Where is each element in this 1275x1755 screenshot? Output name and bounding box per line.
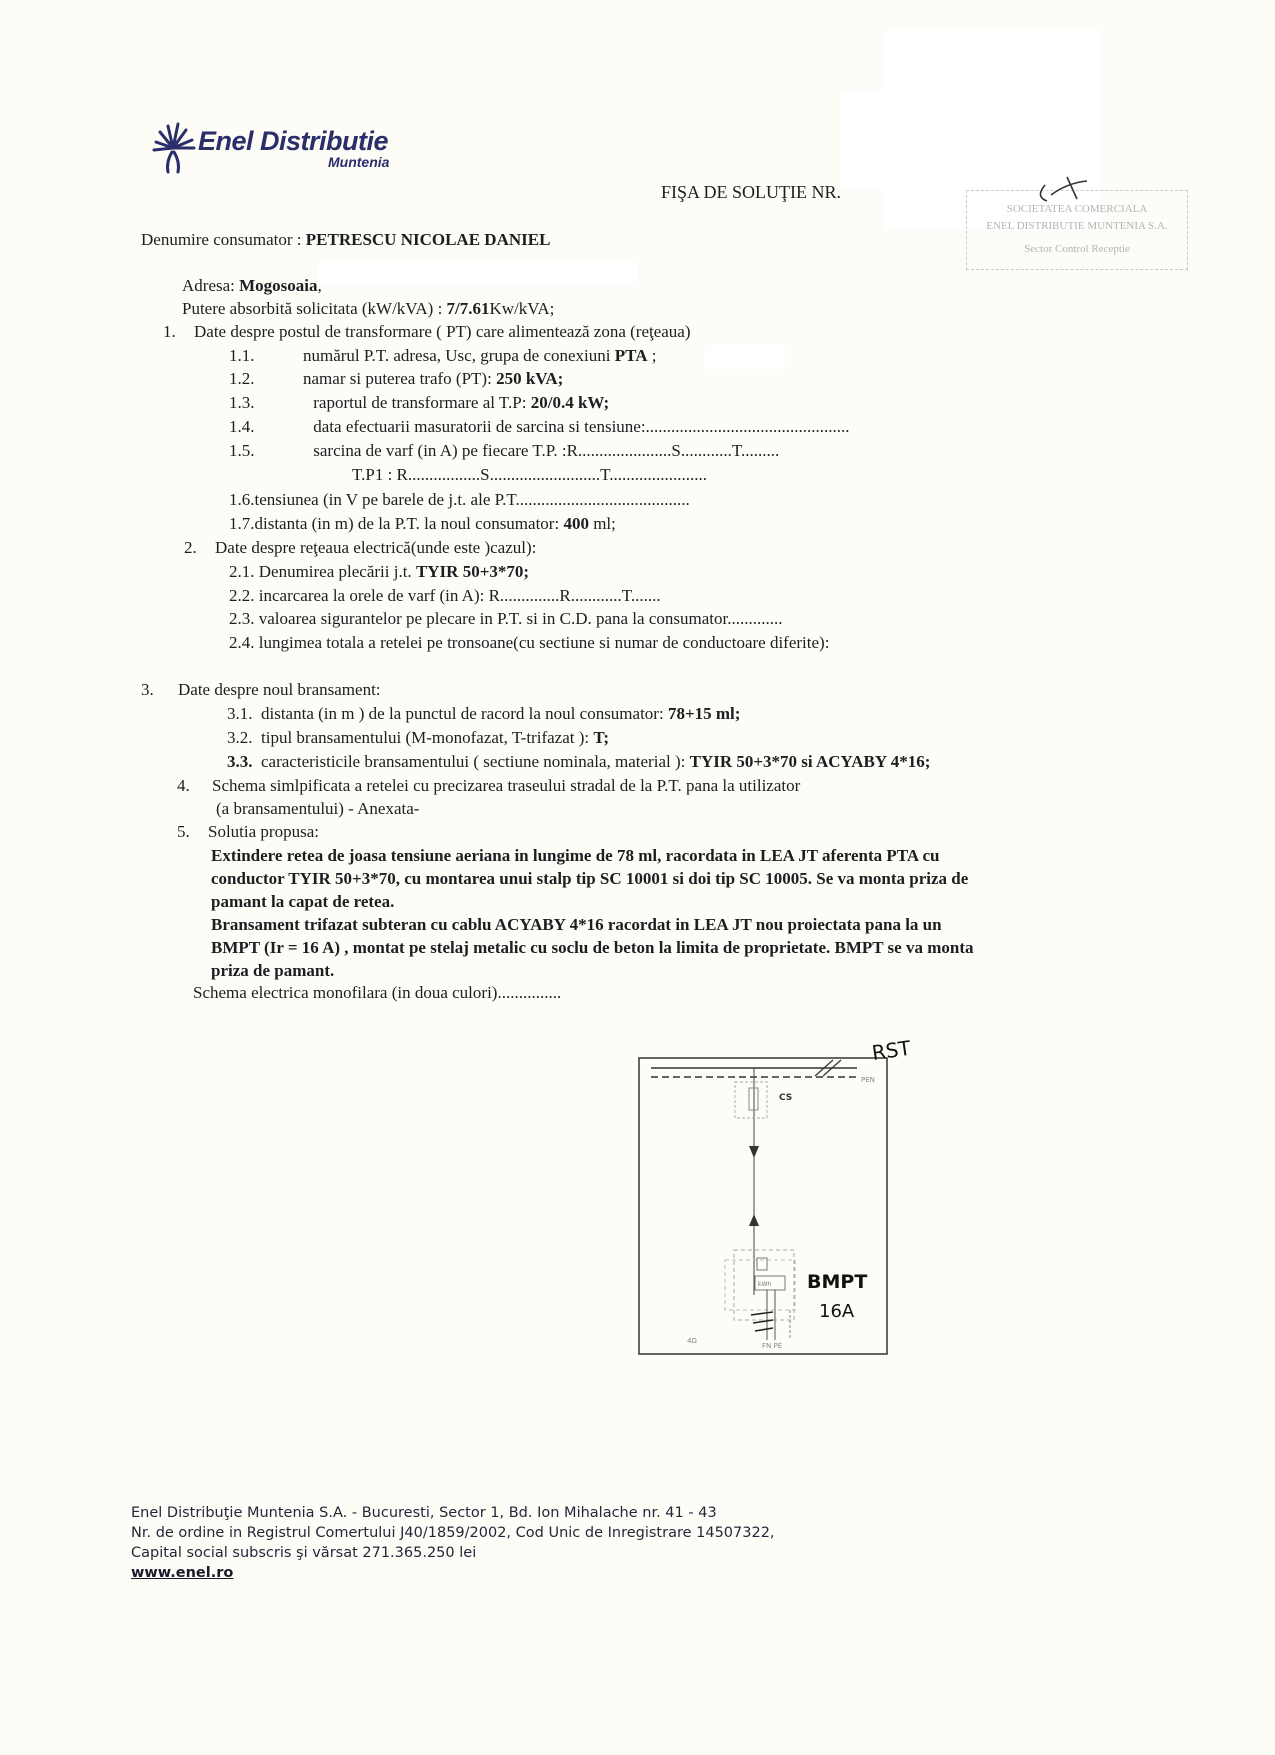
address-row (182, 276, 322, 296)
signature-icon (1027, 175, 1107, 205)
item-value: PTA (614, 346, 648, 365)
address-suffix: , (317, 276, 322, 295)
section-number: 4. (177, 776, 190, 795)
solution-line: Bransament trifazat subteran cu cablu ACYABY 4*16 racordat in LEA JT nou proiectata pana la un (211, 915, 942, 934)
item-text: 2.1. Denumirea plecării j.t. (229, 562, 416, 581)
stamp-line: SOCIETATEA COMERCIALA (1006, 203, 1148, 215)
website-link[interactable]: www.enel.ro (131, 1565, 234, 1581)
redaction-patch (318, 262, 638, 286)
cs-box (735, 1082, 767, 1118)
item-2-1 (229, 562, 529, 582)
section-title: Date despre reţeaua electrică(unde este )cazul): (215, 538, 537, 557)
ground-icon (751, 1312, 773, 1331)
solution-line: pamant la capat de retea. (211, 892, 395, 911)
consumer-row (141, 230, 550, 250)
address-value: Mogosoaia (239, 276, 318, 295)
logo-brand: Enel Distributie (198, 126, 389, 156)
sun-tree-logo-icon (148, 118, 198, 174)
handwritten-rating: 16A (819, 1301, 855, 1322)
item-1-5 (229, 441, 779, 461)
consumer-label: Denumire consumator : (141, 230, 306, 249)
item-1-7 (229, 514, 616, 534)
logo-sub: Muntenia (328, 154, 390, 170)
item-number: 1.1. (229, 346, 255, 365)
cs-label: CS (779, 1093, 793, 1103)
item-number: 1.4. (229, 417, 255, 436)
item-number: 1.3. (229, 393, 255, 412)
section-title: Solutia propusa: (208, 822, 319, 841)
enel-logo (148, 118, 428, 178)
section-number: 5. (177, 822, 190, 841)
footer-registry: Nr. de ordine in Registrul Comertului J40/1859/2002, Cod Unic de Inregistrare 14507322, (131, 1525, 775, 1541)
ground-label: 4Ω (687, 1337, 697, 1345)
section-number: 2. (184, 538, 197, 557)
item-value: TYIR 50+3*70; (415, 562, 530, 581)
stamp-line: Sector Control Receptie (1024, 243, 1130, 255)
power-label: Putere absorbită solicitata (kW/kVA) : (182, 299, 447, 318)
item-value: 250 kVA; (496, 369, 564, 388)
item-text: namar si puterea trafo (PT): (303, 369, 497, 388)
item-tp1: T.P1 : R.................S..........................T....................... (352, 465, 707, 484)
item-number: 3.1. (227, 704, 253, 723)
item-text: 1.7.distanta (in m) de la P.T. la noul consumator: (229, 514, 564, 533)
section-2-heading (184, 538, 536, 558)
item-3-2 (227, 728, 609, 748)
footer (131, 1503, 775, 1583)
section-1-heading (163, 322, 691, 342)
electrical-diagram (637, 1040, 937, 1365)
item-number: 3.3. (227, 752, 253, 771)
section-title: Date despre noul bransament: (178, 680, 381, 699)
item-text: numărul P.T. adresa, Usc, grupa de conexiuni (303, 346, 615, 365)
pen-label: PEN (861, 1076, 875, 1084)
fn-pe-label: FN PE (762, 1342, 783, 1350)
section-4-line2: (a bransamentului) - Anexata- (216, 799, 420, 818)
solution-line: Extindere retea de joasa tensiune aeriana in lungime de 78 ml, racordata in LEA JT aferenta PTA cu (211, 846, 940, 865)
item-2-4: 2.4. lungimea totala a retelei pe tronsoane(cu sectiune si numar de conductoare diferite): (229, 633, 830, 652)
section-3-heading (141, 680, 381, 700)
address-label: Adresa: (182, 276, 240, 295)
item-value: 400 (563, 514, 589, 533)
item-text: raportul de transformare al T.P: (309, 393, 531, 412)
handwritten-bmpt: BMPT (807, 1271, 868, 1293)
item-3-1 (227, 704, 740, 724)
section-title: Date despre postul de transformare ( PT) care alimentează zona (reţeaua) (194, 322, 691, 341)
power-suffix: Kw/kVA; (489, 299, 555, 318)
solution-line: conductor TYIR 50+3*70, cu montarea unui stalp tip SC 10001 si doi tip SC 10005. Se va monta priza de (211, 869, 969, 888)
item-text: data efectuarii masuratorii de sarcina si tensiune:................................................ (309, 417, 850, 436)
item-text: caracteristicile bransamentului ( sectiune nominala, material ): (261, 752, 690, 771)
redaction-patch (705, 345, 785, 369)
meter-label: kWh (758, 1281, 772, 1288)
stamp-line: ENEL DISTRIBUTIE MUNTENIA S.A. (986, 220, 1168, 232)
item-3-3 (227, 752, 930, 772)
handwritten-rst: RST (870, 1040, 913, 1065)
arrow-down-icon (749, 1146, 759, 1158)
company-stamp (966, 190, 1188, 270)
power-row (182, 299, 554, 319)
item-number: 1.5. (229, 441, 255, 460)
item-text: tipul bransamentului (M-monofazat, T-trifazat ): (261, 728, 594, 747)
item-value: 78+15 ml; (667, 704, 741, 723)
item-1-2 (229, 369, 563, 389)
section-4-line1 (177, 776, 800, 796)
item-1-6: 1.6.tensiunea (in V pe barele de j.t. ale P.T......................................... (229, 490, 690, 509)
section-5-heading (177, 822, 319, 842)
item-2-2: 2.2. incarcarea la orele de varf (in A): R..............R............T....... (229, 586, 661, 605)
item-suffix: ; (647, 346, 657, 365)
item-value: 20/0.4 kW; (530, 393, 610, 412)
item-suffix: ml; (588, 514, 616, 533)
item-text: distanta (in m ) de la punctul de racord la noul consumator: (261, 704, 668, 723)
section-number: 1. (163, 322, 176, 341)
redaction-patch (840, 90, 900, 190)
item-number: 1.2. (229, 369, 255, 388)
item-1-4 (229, 417, 850, 437)
footer-capital: Capital social subscris şi vărsat 271.365.250 lei (131, 1545, 477, 1561)
item-1-3 (229, 393, 609, 413)
solution-line: BMPT (Ir = 16 A) , montat pe stelaj metalic cu soclu de beton la limita de proprietate. BMPT se va monta (211, 938, 974, 957)
item-number: 3.2. (227, 728, 253, 747)
item-value: T; (593, 728, 610, 747)
solution-line: priza de pamant. (211, 961, 335, 980)
arrow-up-icon (749, 1214, 759, 1226)
footer-address: Enel Distribuţie Muntenia S.A. - Bucuresti, Sector 1, Bd. Ion Mihalache nr. 41 - 43 (131, 1505, 717, 1521)
item-text: sarcina de varf (in A) pe fiecare T.P. :R......................S............T......... (309, 441, 780, 460)
item-value: TYIR 50+3*70 si ACYABY 4*16; (689, 752, 931, 771)
section-number: 3. (141, 680, 154, 699)
power-value: 7/7.61 (446, 299, 490, 318)
consumer-name: PETRESCU NICOLAE DANIEL (305, 230, 551, 249)
item-2-3: 2.3. valoarea sigurantelor pe plecare in P.T. si in C.D. pana la consumator............. (229, 609, 783, 628)
section-text: Schema simlpificata a retelei cu precizarea traseului stradal de la P.T. pana la utilizator (212, 776, 801, 795)
schema-line: Schema electrica monofilara (in doua culori)............... (193, 983, 562, 1002)
item-1-1 (229, 346, 656, 366)
document-title: FIŞA DE SOLUŢIE NR. (661, 182, 842, 202)
